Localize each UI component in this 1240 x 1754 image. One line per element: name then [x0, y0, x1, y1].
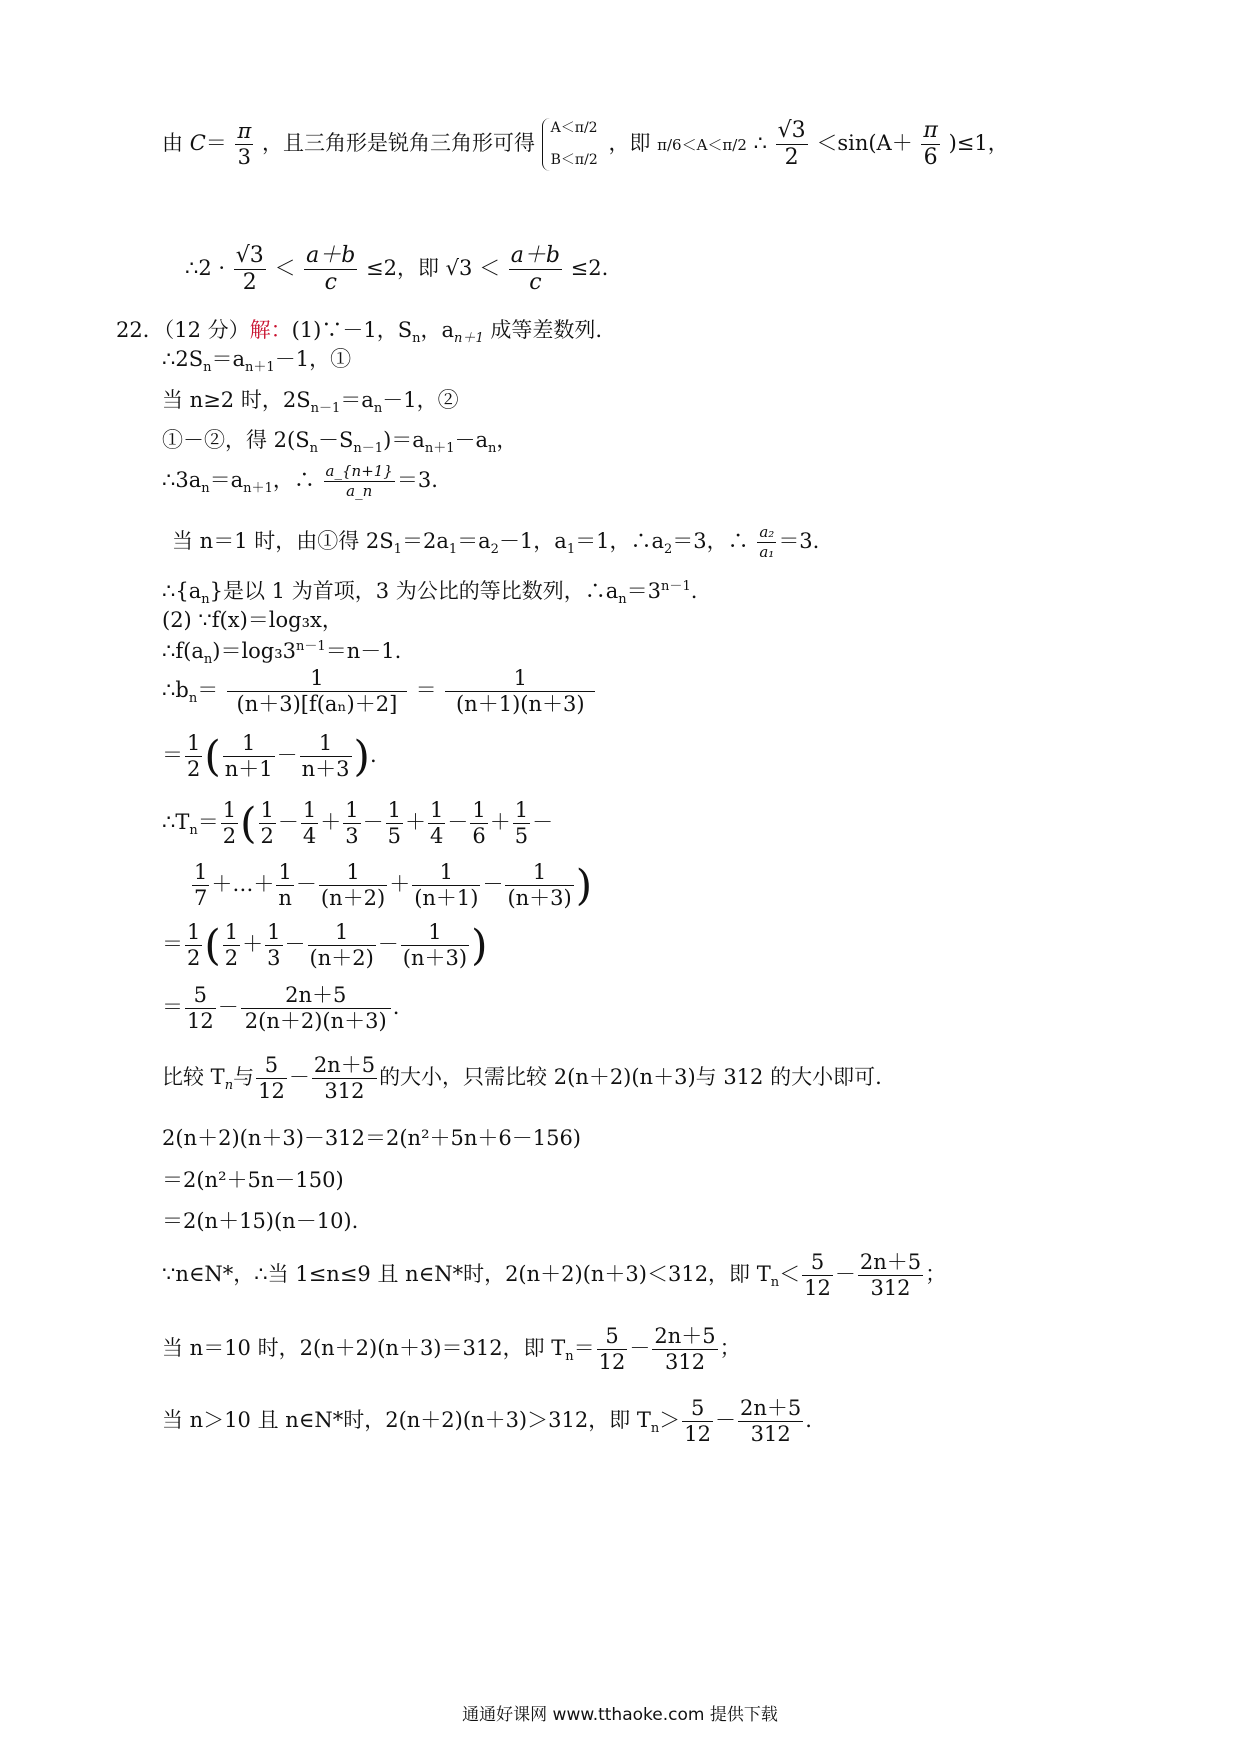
operator: －: [284, 932, 306, 956]
fraction-term: $\frac{1}{n}$: [278, 860, 292, 910]
fraction-term: $\frac{1}{7}$: [194, 860, 208, 910]
fraction-term: $\frac{1}{5}$: [387, 798, 402, 848]
operator: ＋: [489, 810, 511, 834]
eq-line-u: 当 n＞10 且 n∈N*时，2(n＋2)(n＋3)＞312，即 $T_n>$ $\frac{5}{12}$ － $\frac{2n+5}{312}$ .: [162, 1396, 812, 1446]
eq-line-s: ∵n∈N*，∴当 1≤n≤9 且 n∈N*时，2(n＋2)(n＋3)＜312，即 $T_n<$ $\frac{5}{12}$ － $\frac{2n+5}{312}$ ；: [162, 1250, 947, 1300]
eq-line-c: ①－②，得 $2(S_n-S_{n-1})=a_{n+1}-a_n$，: [162, 428, 518, 457]
operator: ＋: [405, 810, 427, 834]
eq-line-m: ＝ $\frac{1}{2}$ ( $\frac{1}{2}$ ＋ $\frac{1}{3}$ － $\frac{1}{(n+2)}$ － $\frac{1}{(n+3)}$ ): [162, 920, 488, 970]
sum-terms-2: [190, 860, 576, 910]
fraction-term: $\frac{1}{(n+1)}$: [414, 860, 479, 910]
eq-line-l: $\frac{1}{7}$ ＋…＋ $\frac{1}{n}$ － $\frac{1}{(n+2)}$ ＋ $\frac{1}{(n+1)}$ － $\frac{1}{(n+3)}$ ): [190, 862, 592, 909]
operator: －: [362, 810, 384, 834]
footer: 通通好课网 www.tthaoke.com 提供下载: [462, 1705, 778, 1725]
fraction-a-plus-b-over-c: $\frac{a+b}{c}$: [306, 243, 356, 295]
fraction-term: $\frac{1}{(n+2)}$: [320, 860, 386, 910]
question-22-header: 22．（12 分）解：(1)∵－1，$S_n$，$a_{n+1}$ 成等差数列.: [116, 318, 603, 347]
eq-line-i: $\therefore b_n=$ $\frac{1}{\text{(n＋3)[f(aₙ)＋2]}}$ ＝ $\frac{1}{(n+1)(n+3)}$: [162, 668, 597, 715]
eq-line-q: ＝2(n²＋5n－150): [162, 1168, 344, 1192]
eq-line-h: $\therefore f(a_n)=\log_33^{n-1}=n-1$.: [162, 639, 402, 668]
eq-line-d: $\therefore 3a_n=a_{n+1}$，∴ $\frac{a\_\{n+1\}}{a\_n}$ ＝3.: [162, 462, 438, 500]
eq-line-a: $\therefore 2S_n=a_{n+1}-1$，①: [162, 347, 352, 376]
eq-line-r: ＝2(n＋15)(n－10).: [162, 1209, 359, 1233]
operator: －: [377, 932, 399, 956]
fraction-term: $\frac{1}{2}$: [260, 798, 274, 848]
operator: －: [482, 872, 504, 896]
eq-line-j: ＝ $\frac{1}{2}$ ( $\frac{1}{n+1}$ － $\frac{1}{n+3}$ ).: [162, 731, 377, 781]
line-2: ∴2 · $\frac{√3}{2}$ ＜ $\frac{a+b}{c}$ ≤2，即 √3 ＜ $\frac{a+b}{c}$ ≤2.: [185, 243, 609, 295]
fraction-term: $\frac{1}{2}$: [224, 920, 239, 970]
fraction-pi-over-3: $\frac{\pi}{3}$: [237, 119, 252, 169]
eq-line-k: $\therefore T_n=$ $\frac{1}{2}$ ( $\frac{1}{2}$ － $\frac{1}{4}$ ＋ $\frac{1}{3}$ － $\frac{1}{5}$ ＋ $\frac{1}{4}$ － $\frac{1}{6}$ ＋ $\frac{1}{5}$ －: [162, 798, 554, 848]
fraction-term: $\frac{1}{(n+2)}$: [309, 920, 374, 970]
operator: ＋…＋: [211, 872, 275, 896]
operator: －: [295, 872, 317, 896]
operator: ＋: [320, 810, 342, 834]
fraction-term: $\frac{1}{4}$: [430, 798, 444, 848]
operator: －: [447, 810, 469, 834]
operator: －: [532, 810, 554, 834]
eq-line-t: 当 n＝10 时，2(n＋2)(n＋3)＝312，即 $T_n=$ $\frac{5}{12}$ － $\frac{2n+5}{312}$ ；: [162, 1324, 741, 1374]
eq-line-n: ＝ $\frac{5}{12}$ － $\frac{2n+5}{2(n+2)(n+3)}$ .: [162, 983, 400, 1033]
fraction-term: $\frac{1}{(n+3)}$: [507, 860, 572, 910]
fraction-sqrt3-over-2: $\frac{√3}{2}$: [777, 118, 806, 170]
fraction-pi-over-6: $\frac{\pi}{6}$: [923, 118, 938, 170]
operator: ＋: [389, 872, 411, 896]
fraction-sqrt3-over-2: $\frac{√3}{2}$: [235, 243, 264, 295]
fraction-a-plus-b-over-c: $\frac{a+b}{c}$: [510, 243, 560, 295]
operator: －: [277, 810, 299, 834]
fraction-term: $\frac{1}{3}$: [267, 920, 281, 970]
operator: ＋: [242, 932, 264, 956]
line-1: 由 C＝ $\frac{\pi}{3}$ ，且三角形是锐角三角形可得 A＜π/2 B＜π/2 ，即 π/6＜A＜π/2 ∴ $\frac{√3}{2}$ ＜sin(A＋ $\frac{\pi}{6}$ )≤1，: [162, 118, 1009, 170]
fraction-term: $\frac{1}{4}$: [302, 798, 317, 848]
fraction-term: $\frac{1}{3}$: [345, 798, 359, 848]
fraction-term: $\frac{1}{(n+3)}$: [402, 920, 468, 970]
eq-line-p: 2(n＋2)(n＋3)－312＝2(n²＋5n＋6－156): [162, 1126, 582, 1150]
eq-line-f: $\therefore\{a_n\}$是以 1 为首项，3 为公比的等比数列，$\therefore a_n=3^{n-1}$.: [162, 579, 698, 608]
eq-line-o: 比较 $T_n$与 $\frac{5}{12}$ － $\frac{2n+5}{312}$ 的大小，只需比较 2(n＋2)(n＋3)与 312 的大小即可.: [162, 1053, 882, 1103]
eq-line-g: (2) ∵f(x)＝log₃x，: [162, 608, 343, 632]
inequality-system: A＜π/2 B＜π/2: [542, 118, 602, 171]
fraction-term: $\frac{1}{5}$: [514, 798, 529, 848]
eq-line-e: 当 n＝1 时，由①得 $2S_1=2a_1=a_2-1$，$a_1=1$，$\therefore a_2=3$，∴ $\frac{\text{a₂}}{\text{a₁}}$ ＝3.: [172, 523, 820, 561]
eq-line-b: 当 n≥2 时，$2S_{n-1}=a_n-1$，②: [162, 388, 459, 417]
fraction-term: $\frac{1}{6}$: [472, 798, 486, 848]
